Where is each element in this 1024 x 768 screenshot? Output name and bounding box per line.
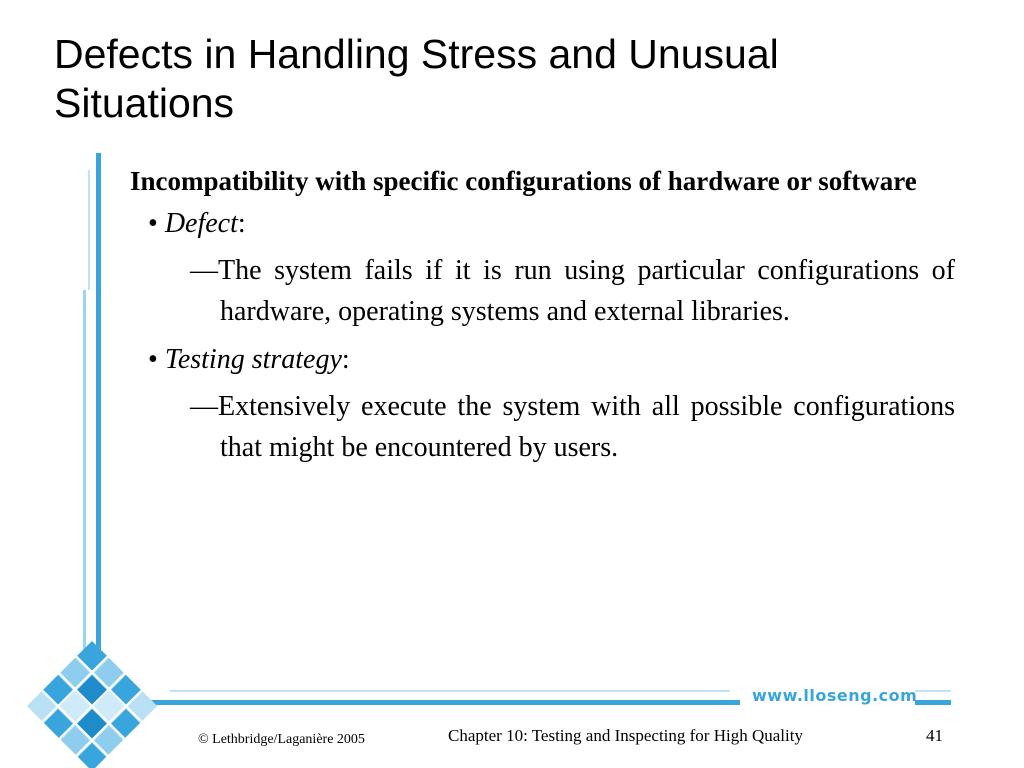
bullet-marker: • (148, 344, 165, 375)
decorative-vertical-line (83, 290, 86, 650)
bullet-marker: • (148, 208, 165, 239)
decorative-horizontal-bar-right (915, 700, 951, 705)
bullet-term: Defect (164, 208, 238, 239)
bullet-colon: : (341, 344, 350, 375)
bullet-testing-strategy (148, 340, 955, 380)
mosaic-logo-icon (20, 640, 170, 768)
decorative-horizontal-line-right (915, 690, 951, 692)
decorative-horizontal-line (170, 690, 730, 692)
slide-title-line-1: Defects in Handling Stress and Unusual (54, 31, 779, 77)
sub-item-defect-detail: —The system fails if it is run using particular configurations of hardware, operating systems and external libraries. (190, 255, 955, 327)
bullet-colon: : (237, 208, 246, 239)
website-logo-text: www.lloseng.com (752, 686, 918, 705)
decorative-vertical-line-upper (88, 170, 90, 290)
decorative-horizontal-bar (150, 700, 740, 705)
sub-item-testing-strategy-detail: —Extensively execute the system with all possible configurations that might be encountered by users. (190, 391, 955, 463)
footer-chapter-title: Chapter 10: Testing and Inspecting for High Quality (448, 726, 803, 745)
slide-body (130, 162, 955, 476)
bullet-defect (148, 204, 955, 244)
decorative-vertical-bar (96, 153, 101, 708)
slide-title-line-2: Situations (54, 80, 235, 126)
bullet-term: Testing strategy (164, 344, 342, 375)
footer-copyright: © Lethbridge/Laganière 2005 (198, 732, 365, 747)
footer-page-number: 41 (926, 726, 943, 745)
slide-title (54, 30, 984, 128)
section-heading: Incompatibility with specific configurations of hardware or software (130, 166, 917, 196)
